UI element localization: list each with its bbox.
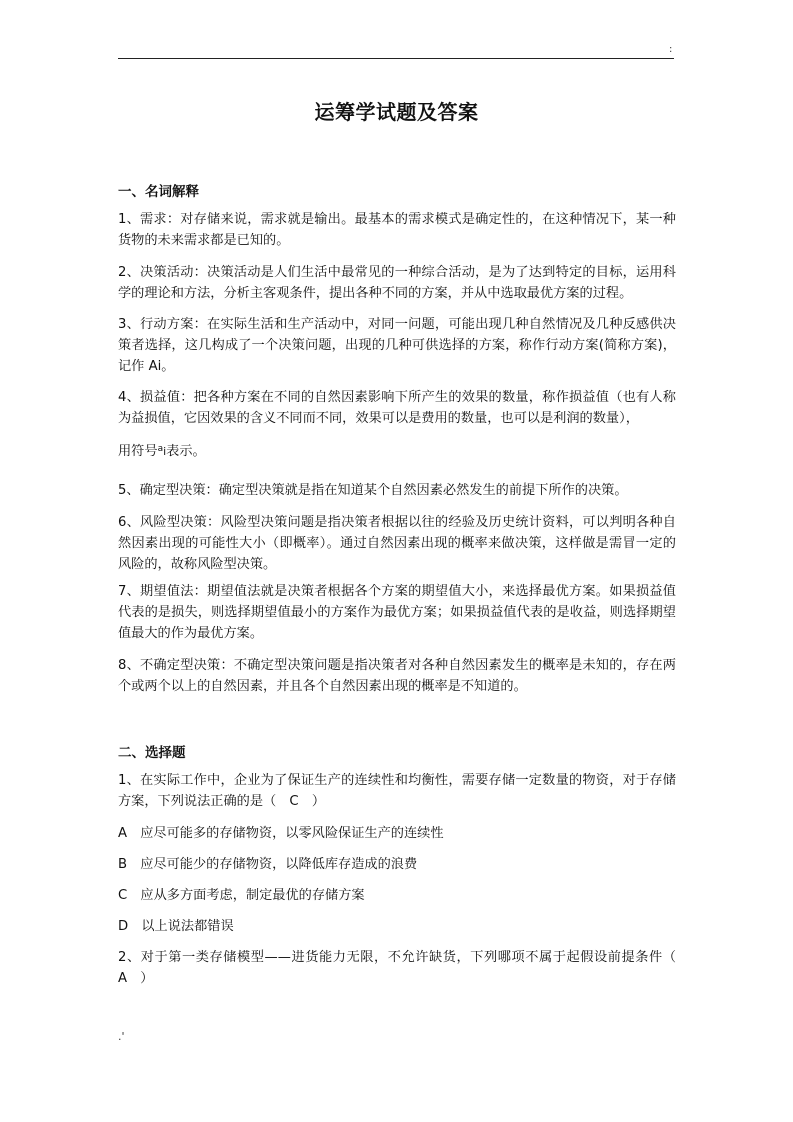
formula-sub: i [163, 445, 167, 458]
footer-mark: .' [118, 1030, 125, 1043]
formula-suffix: 表示。 [166, 444, 206, 459]
header-rule [118, 58, 674, 59]
question-1-option-d: D 以上说法都错误 [118, 919, 234, 934]
definition-item-1: 1、需求：对存储来说，需求就是输出。最基本的需求模式是确定性的，在这种情况下，某一种货物的未来需求都是已知的。 [118, 212, 676, 248]
definition-item-3: 3、行动方案：在实际生活和生产活动中，对同一问题，可能出现几种自然情况及几种反感供决策者选择，这几构成了一个决策问题，出现的几种可供选择的方案，称作行动方案(简称方案)，记作 Ai。 [118, 317, 676, 374]
definition-item-4: 4、损益值：把各种方案在不同的自然因素影响下所产生的效果的数量，称作损益值（也有人称为益损值，它因效果的含义不同而不同，效果可以是费用的数量，也可以是利润的数量）， [118, 390, 676, 426]
definition-item-7: 7、期望值法：期望值法就是决策者根据各个方案的期望值大小，来选择最优方案。如果损益值代表的是损失，则选择期望值最小的方案作为最优方案；如果损益值代表的是收益，则选择期望值最大的作为最优方案。 [118, 584, 676, 641]
question-1-option-a: A 应尽可能多的存储物资，以零风险保证生产的连续性 [118, 826, 444, 841]
section-heading-choice: 二、选择题 [118, 745, 186, 761]
definition-item-4-formula [118, 441, 676, 464]
definition-item-8: 8、不确定型决策：不确定型决策问题是指决策者对各种自然因素发生的概率是未知的，存在两个或两个以上的自然因素，并且各个自然因素出现的概率是不知道的。 [118, 658, 676, 694]
question-1: 1、在实际工作中，企业为了保证生产的连续性和均衡性，需要存储一定数量的物资，对于存储方案，下列说法正确的是（ C ） [118, 773, 676, 809]
formula-sup: a [157, 444, 164, 454]
question-1-option-b: B 应尽可能少的存储物资，以降低库存造成的浪费 [118, 857, 418, 872]
definition-item-2: 2、决策活动：决策活动是人们生活中最常见的一种综合活动，是为了达到特定的目标，运用科学的理论和方法，分析主客观条件，提出各种不同的方案，并从中选取最优方案的过程。 [118, 265, 676, 301]
formula-prefix: 用符号 [118, 444, 158, 459]
page-title: 运筹学试题及答案 [314, 100, 479, 124]
definition-item-5: 5、确定型决策：确定型决策就是指在知道某个自然因素必然发生的前提下所作的决策。 [118, 483, 628, 498]
definition-item-6: 6、风险型决策：风险型决策问题是指决策者根据以往的经验及历史统计资料，可以判明各种自然因素出现的可能性大小（即概率）。通过自然因素出现的概率来做决策，这样做是需冒一定的风险的，故称风险型决策。 [118, 515, 676, 572]
section-heading-definitions: 一、名词解释 [118, 184, 199, 200]
question-2: 2、对于第一类存储模型——进货能力无限，不允许缺货，下列哪项不属于起假设前提条件（ A ） [118, 950, 690, 986]
question-1-option-c: C 应从多方面考虑，制定最优的存储方案 [118, 888, 365, 903]
header-mark: : [669, 44, 673, 55]
